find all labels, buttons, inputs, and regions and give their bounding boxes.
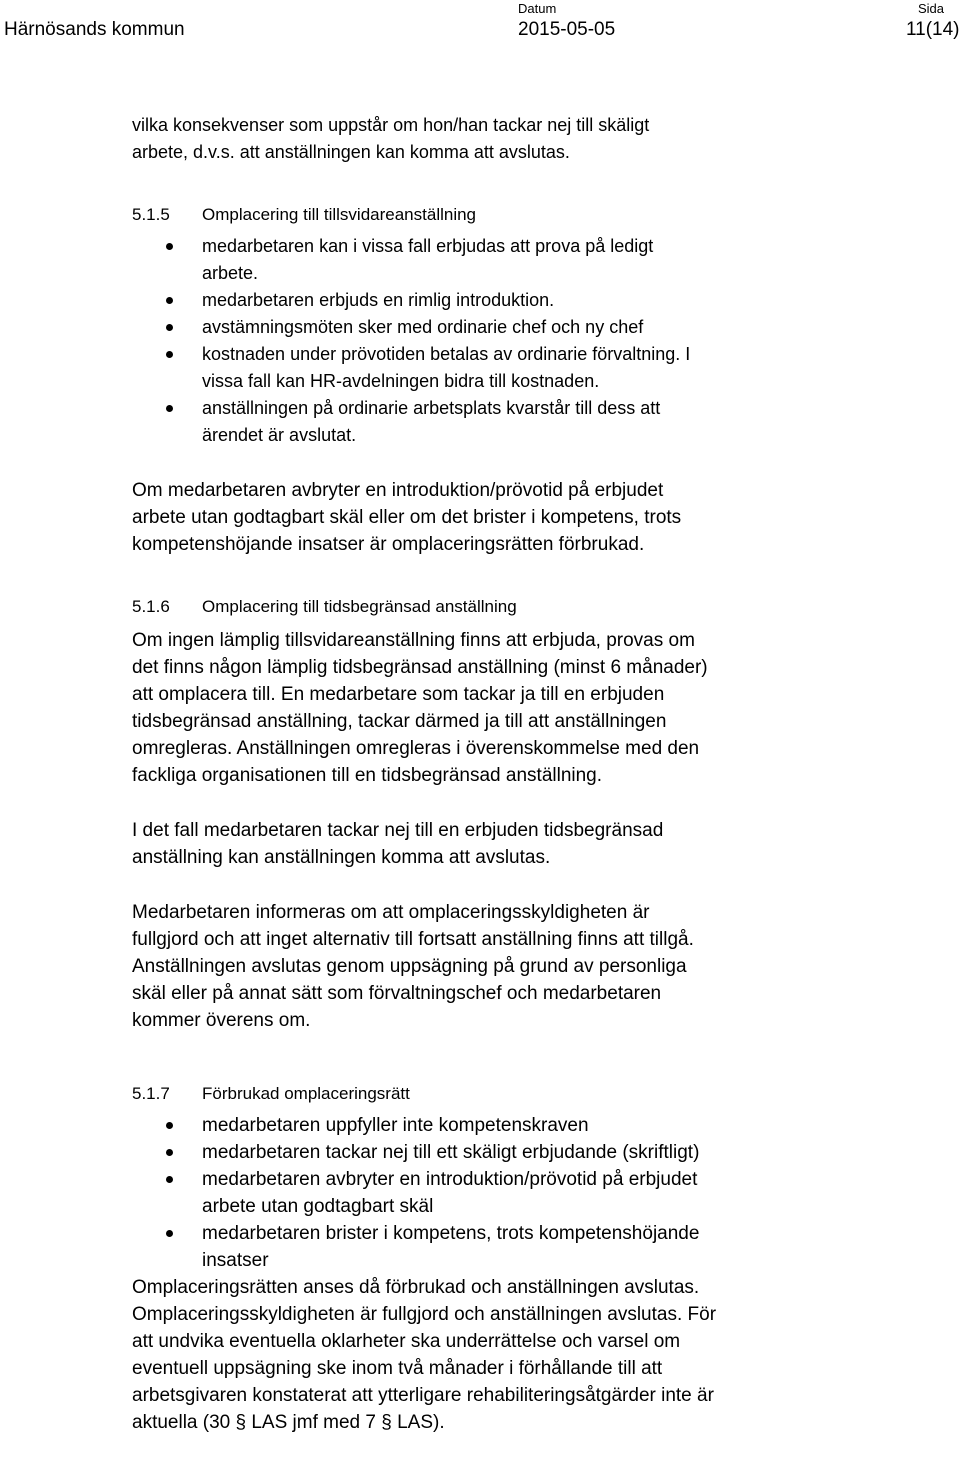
section-516-paragraph-1: Om ingen lämplig tillsvidareanställning finns att erbjuda, provas om det finns någon lämplig tidsbegränsad anställning (minst 6 månader) att omplacera till. En medarbetare som tackar ja till en erbjuden tidsbegränsad anställning, tackar därmed ja till att anställningen omregleras. Anställningen omregleras i överenskommelse med den fackliga organisationen till en tidsbegränsad anställning. xyxy=(132,630,708,786)
text-line: kompetenshöjande insatser är omplaceringsrätten förbrukad. xyxy=(132,534,645,555)
section-number: 5.1.6 xyxy=(132,597,170,616)
page-number: 11(14) xyxy=(906,19,960,40)
bullet-icon xyxy=(166,243,173,250)
list-item: kostnaden under prövotiden betalas av ordinarie förvaltning. I vissa fall kan HR-avdelningen bidra till kostnaden. xyxy=(132,341,932,395)
section-title: Omplacering till tillsvidareanställning xyxy=(202,205,477,224)
text-line: arbete, d.v.s. att anställningen kan komma att avslutas. xyxy=(132,142,570,162)
section-heading-515 xyxy=(132,203,932,227)
text-line: arbete utan godtagbart skäl eller om det brister i kompetens, trots xyxy=(132,507,682,528)
list-item: anställningen på ordinarie arbetsplats kvarstår till dess att ärendet är avslutat. xyxy=(132,395,932,449)
section-516-paragraph-2: I det fall medarbetaren tackar nej till en erbjuden tidsbegränsad anställning kan anställningen komma att avslutas. xyxy=(132,820,664,868)
list-item: medarbetaren kan i vissa fall erbjudas att prova på ledigt arbete. xyxy=(132,233,932,287)
bullet-list-517 xyxy=(132,1112,932,1274)
list-item: medarbetaren erbjuds en rimlig introduktion. xyxy=(132,287,932,314)
bullet-icon xyxy=(166,324,173,331)
section-number: 5.1.5 xyxy=(132,205,170,224)
bullet-icon xyxy=(166,1149,173,1156)
list-item: medarbetaren uppfyller inte kompetenskraven xyxy=(132,1112,932,1139)
date-label: Datum xyxy=(518,1,557,16)
bullet-icon xyxy=(166,1176,173,1183)
page-header xyxy=(0,0,960,48)
page-label: Sida xyxy=(918,1,945,16)
bullet-icon xyxy=(166,405,173,412)
section-heading-516 xyxy=(132,595,932,619)
section-heading-517 xyxy=(132,1082,932,1106)
organization-name: Härnösands kommun xyxy=(4,19,185,40)
text-line: Om medarbetaren avbryter en introduktion/prövotid på erbjudet xyxy=(132,480,664,501)
intro-paragraph xyxy=(132,112,932,166)
section-number: 5.1.7 xyxy=(132,1084,170,1103)
bullet-icon xyxy=(166,1230,173,1237)
section-title: Förbrukad omplaceringsrätt xyxy=(202,1084,410,1103)
section-517-paragraph: Omplaceringsrätten anses då förbrukad och anställningen avslutas. Omplaceringsskyldigheten är fullgjord och anställningen avslutas. För att undvika eventuella oklarheter ska underrättelse och varsel om eventuell uppsägning ske inom två månader i förhållande till att arbetsgivaren konstaterat att ytterligare rehabiliteringsåtgärder inte är aktuella (30 § LAS jmf med 7 § LAS). xyxy=(132,1277,717,1433)
text-line: vilka konsekvenser som uppstår om hon/han tackar nej till skäligt xyxy=(132,115,650,135)
bullet-icon xyxy=(166,351,173,358)
date-value: 2015-05-05 xyxy=(518,19,616,40)
bullet-list-515 xyxy=(132,233,932,449)
list-item: avstämningsmöten sker med ordinarie chef och ny chef xyxy=(132,314,932,341)
list-item: medarbetaren brister i kompetens, trots kompetenshöjande insatser xyxy=(132,1220,932,1274)
section-title: Omplacering till tidsbegränsad anställning xyxy=(202,597,517,616)
document-body xyxy=(132,112,932,1436)
bullet-icon xyxy=(166,297,173,304)
list-item: medarbetaren avbryter en introduktion/prövotid på erbjudet arbete utan godtagbart skäl xyxy=(132,1166,932,1220)
list-item: medarbetaren tackar nej till ett skäligt erbjudande (skriftligt) xyxy=(132,1139,932,1166)
bullet-icon xyxy=(166,1122,173,1129)
section-515-paragraph xyxy=(132,477,932,558)
section-516-paragraph-3: Medarbetaren informeras om att omplaceringsskyldigheten är fullgjord och att inget alternativ till fortsatt anställning finns att tillgå. Anställningen avslutas genom uppsägning på grund av personliga skäl eller på annat sätt som förvaltningschef och medarbetaren kommer överens om. xyxy=(132,902,694,1031)
